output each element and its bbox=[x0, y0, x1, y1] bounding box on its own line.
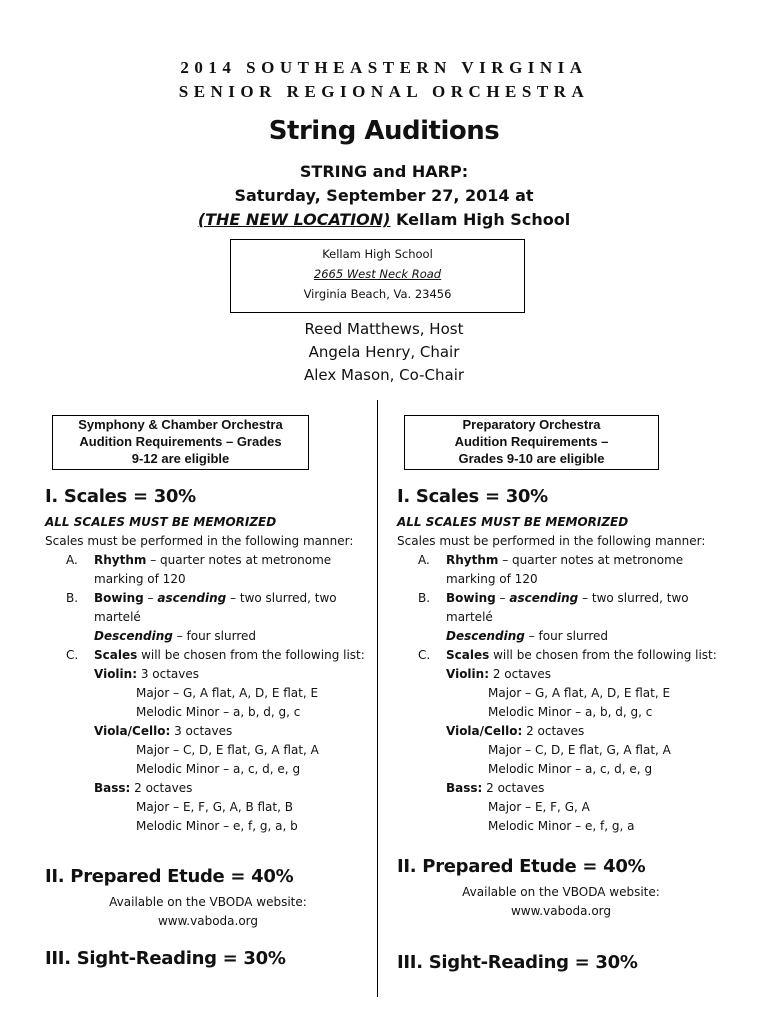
right-etude-line-1: Available on the VBODA website: bbox=[462, 885, 660, 899]
left-bass bbox=[94, 779, 192, 797]
left-intro: Scales must be performed in the following manner: bbox=[45, 534, 354, 548]
right-b-dash: – bbox=[495, 591, 510, 605]
right-a-label: A. bbox=[418, 553, 430, 567]
right-viola bbox=[446, 722, 584, 740]
left-etude-link[interactable]: www.vaboda.org bbox=[157, 914, 259, 928]
left-box-line-1: Symphony & Chamber Orchestra bbox=[78, 417, 283, 432]
header-line-1: 2014 SOUTHEASTERN VIRGINIA bbox=[180, 58, 588, 77]
header-line-2: SENIOR REGIONAL ORCHESTRA bbox=[178, 82, 590, 101]
left-box-line-2: Audition Requirements – Grades bbox=[79, 434, 282, 449]
left-sight-title: III. Sight-Reading = 30% bbox=[45, 948, 286, 969]
left-b-ital: ascending bbox=[157, 591, 227, 605]
left-desc-text: – four slurred bbox=[172, 629, 257, 643]
right-item-b bbox=[418, 589, 689, 607]
left-viola-major: Major – C, D, E flat, G, A flat, A bbox=[136, 743, 319, 757]
right-violin-major: Major – G, A flat, A, D, E flat, E bbox=[488, 686, 671, 700]
left-violin-minor: Melodic Minor – a, b, d, g, c bbox=[136, 705, 301, 719]
right-box-line-2: Audition Requirements – bbox=[454, 434, 609, 449]
left-viola-label: Viola/Cello: bbox=[94, 724, 171, 738]
left-a-text: – quarter notes at metronome bbox=[146, 553, 332, 567]
right-item-b-cont: martelé bbox=[446, 610, 493, 624]
right-bass-label: Bass: bbox=[446, 781, 483, 795]
left-a-bold: Rhythm bbox=[94, 553, 147, 567]
right-desc-text: – four slurred bbox=[524, 629, 609, 643]
left-bass-major: Major – E, F, G, A, B flat, B bbox=[136, 800, 293, 814]
left-viola-minor: Melodic Minor – a, c, d, e, g bbox=[136, 762, 301, 776]
right-bass bbox=[446, 779, 544, 797]
right-viola-minor: Melodic Minor – a, c, d, e, g bbox=[488, 762, 653, 776]
right-bass-minor: Melodic Minor – e, f, g, a bbox=[488, 819, 635, 833]
left-item-a-cont: marking of 120 bbox=[94, 572, 186, 586]
right-viola-label: Viola/Cello: bbox=[446, 724, 523, 738]
left-desc-ital: Descending bbox=[94, 629, 173, 643]
address-school: Kellam High School bbox=[322, 247, 433, 261]
left-item-a bbox=[66, 551, 331, 569]
subtitle-string-harp: STRING and HARP: bbox=[299, 162, 469, 181]
left-violin-octaves: 3 octaves bbox=[137, 667, 200, 681]
right-item-a-cont: marking of 120 bbox=[446, 572, 538, 586]
right-sight-title: III. Sight-Reading = 30% bbox=[397, 952, 638, 973]
right-c-bold: Scales bbox=[446, 648, 490, 662]
subtitle-date: Saturday, September 27, 2014 at bbox=[234, 186, 534, 205]
right-orchestra-box bbox=[404, 415, 659, 470]
left-orchestra-box bbox=[52, 415, 309, 470]
left-b-text: – two slurred, two bbox=[226, 591, 337, 605]
left-viola bbox=[94, 722, 232, 740]
left-etude-title: II. Prepared Etude = 40% bbox=[45, 866, 294, 887]
right-bass-octaves: 2 octaves bbox=[482, 781, 545, 795]
left-viola-octaves: 3 octaves bbox=[170, 724, 233, 738]
right-viola-octaves: 2 octaves bbox=[522, 724, 585, 738]
right-b-ital: ascending bbox=[509, 591, 579, 605]
left-item-b-cont: martelé bbox=[94, 610, 141, 624]
subtitle-location bbox=[0, 210, 768, 229]
staff-cochair: Alex Mason, Co-Chair bbox=[303, 366, 465, 384]
left-item-b bbox=[66, 589, 337, 607]
left-violin-label: Violin: bbox=[94, 667, 138, 681]
left-bass-minor: Melodic Minor – e, f, g, a, b bbox=[136, 819, 298, 833]
left-a-label: A. bbox=[66, 553, 78, 567]
left-violin-major: Major – G, A flat, A, D, E flat, E bbox=[136, 686, 319, 700]
right-violin-minor: Melodic Minor – a, b, d, g, c bbox=[488, 705, 653, 719]
right-etude-title: II. Prepared Etude = 40% bbox=[397, 856, 646, 877]
right-intro: Scales must be performed in the following manner: bbox=[397, 534, 706, 548]
left-scales-title: I. Scales = 30% bbox=[45, 486, 196, 507]
right-box-line-1: Preparatory Orchestra bbox=[462, 417, 601, 432]
right-c-text: will be chosen from the following list: bbox=[489, 648, 717, 662]
right-b-label: B. bbox=[418, 591, 431, 605]
right-item-c bbox=[418, 646, 717, 664]
left-b-label: B. bbox=[66, 591, 79, 605]
left-bass-octaves: 2 octaves bbox=[130, 781, 193, 795]
left-item-c bbox=[66, 646, 365, 664]
new-location-label: (THE NEW LOCATION) bbox=[197, 210, 391, 229]
address-city: Virginia Beach, Va. 23456 bbox=[303, 287, 452, 301]
staff-host: Reed Matthews, Host bbox=[304, 320, 464, 338]
address-box bbox=[230, 239, 525, 313]
page-title: String Auditions bbox=[268, 116, 500, 146]
right-bass-major: Major – E, F, G, A bbox=[488, 800, 590, 814]
right-desc-ital: Descending bbox=[446, 629, 525, 643]
right-descending bbox=[446, 627, 608, 645]
left-b-bold: Bowing bbox=[94, 591, 144, 605]
left-violin bbox=[94, 665, 199, 683]
right-b-bold: Bowing bbox=[446, 591, 496, 605]
right-scales-title: I. Scales = 30% bbox=[397, 486, 548, 507]
right-viola-major: Major – C, D, E flat, G, A flat, A bbox=[488, 743, 671, 757]
right-a-text: – quarter notes at metronome bbox=[498, 553, 684, 567]
address-street: 2665 West Neck Road bbox=[313, 267, 442, 281]
left-box-line-3: 9-12 are eligible bbox=[131, 451, 230, 466]
right-c-label: C. bbox=[418, 648, 431, 662]
left-b-dash: – bbox=[143, 591, 158, 605]
right-b-text: – two slurred, two bbox=[578, 591, 689, 605]
staff-chair: Angela Henry, Chair bbox=[308, 343, 460, 361]
right-item-a bbox=[418, 551, 683, 569]
left-descending bbox=[94, 627, 256, 645]
location-school: Kellam High School bbox=[390, 210, 571, 229]
right-etude-link[interactable]: www.vaboda.org bbox=[510, 904, 612, 918]
right-violin-label: Violin: bbox=[446, 667, 490, 681]
right-box-line-3: Grades 9-10 are eligible bbox=[458, 451, 605, 466]
right-violin-octaves: 2 octaves bbox=[489, 667, 552, 681]
right-violin bbox=[446, 665, 551, 683]
left-c-text: will be chosen from the following list: bbox=[137, 648, 365, 662]
left-bass-label: Bass: bbox=[94, 781, 131, 795]
left-c-label: C. bbox=[66, 648, 79, 662]
right-memorized: ALL SCALES MUST BE MEMORIZED bbox=[397, 515, 629, 529]
left-etude-line-1: Available on the VBODA website: bbox=[109, 895, 307, 909]
left-memorized: ALL SCALES MUST BE MEMORIZED bbox=[45, 515, 277, 529]
right-a-bold: Rhythm bbox=[446, 553, 499, 567]
left-c-bold: Scales bbox=[94, 648, 138, 662]
column-divider bbox=[377, 400, 378, 997]
